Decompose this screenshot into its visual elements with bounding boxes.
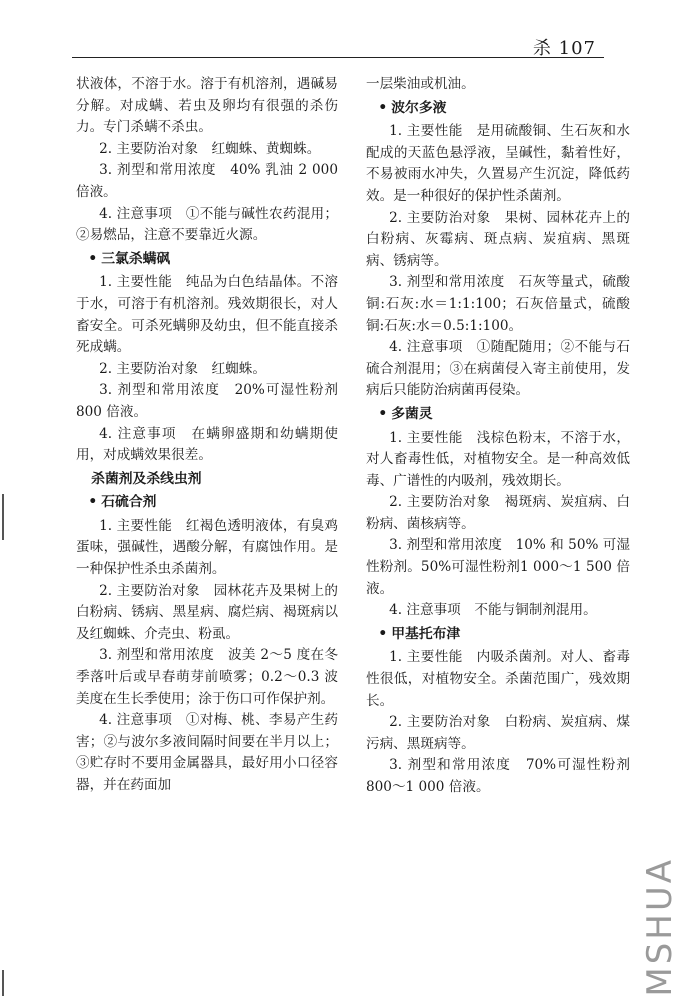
paragraph-text: 状液体，不溶于水。溶于有机溶剂，遇碱易分解。对成螨、若虫及卵均有很强的杀伤力。专门杀螨不杀虫。 bbox=[76, 76, 338, 136]
bullet-icon: • bbox=[378, 99, 388, 116]
right-column bbox=[366, 74, 630, 799]
paragraph-text: 3. 剂型和常用浓度 70%可湿性粉剂 800～1 000 倍液。 bbox=[366, 757, 630, 795]
paragraph-text: 2. 主要防治对象 红蜘蛛、黄蜘蛛。 bbox=[99, 140, 321, 157]
entry-heading bbox=[76, 249, 338, 271]
paragraph-text: 3. 剂型和常用浓度 石灰等量式，硫酸铜:石灰:水＝1:1:100；石灰倍量式，硫酸铜:石灰:水＝0.5:1:100。 bbox=[366, 274, 630, 334]
paragraph-text: 3. 剂型和常用浓度 10% 和 50% 可湿性粉剂。50%可湿性粉剂1 000～1 500 倍液。 bbox=[366, 537, 630, 597]
paragraph-text: 2. 主要防治对象 红蜘蛛。 bbox=[99, 360, 266, 377]
paragraph bbox=[76, 74, 338, 139]
entry-heading bbox=[366, 98, 630, 120]
paragraph bbox=[366, 492, 630, 535]
paragraph-text: 2. 主要防治对象 园林花卉及果树上的白粉病、锈病、黑星病、腐烂病、褐斑病以及红蜘蛛、介壳虫、粉虱。 bbox=[76, 582, 338, 642]
paragraph-text: 1. 主要性能 纯品为白色结晶体。不溶于水，可溶于有机溶剂。残效期很长，对人畜安全。可杀死螨卵及幼虫，但不能直接杀死成螨。 bbox=[76, 274, 338, 356]
paragraph-text: 波尔多液 bbox=[391, 99, 447, 116]
paragraph bbox=[76, 424, 338, 467]
paragraph-text: 2. 主要防治对象 褐斑病、炭疽病、白粉病、菌核病等。 bbox=[366, 494, 630, 532]
paragraph bbox=[366, 208, 630, 273]
paragraph bbox=[76, 359, 338, 381]
paragraph bbox=[366, 337, 630, 402]
paragraph-text: 1. 主要性能 浅棕色粉末，不溶于水，对人畜毒性低，对植物安全。是一种高效低毒、广谱性的内吸剂，残效期长。 bbox=[366, 429, 630, 489]
paragraph-text: 1. 主要性能 是用硫酸铜、生石灰和水配成的天蓝色悬浮液，呈碱性，黏着性好，不易被雨水冲失，久置易产生沉淀，降低药效。是一种很好的保护性杀菌剂。 bbox=[366, 123, 630, 204]
entry-heading bbox=[366, 404, 630, 426]
paragraph bbox=[76, 581, 338, 646]
bullet-icon: • bbox=[378, 405, 388, 422]
scan-edge-mark bbox=[2, 970, 4, 996]
left-column bbox=[76, 74, 338, 797]
page-header bbox=[72, 30, 604, 58]
paragraph-text: 2. 主要防治对象 白粉病、炭疽病、煤污病、黑斑病等。 bbox=[366, 714, 630, 752]
paragraph-text: 杀菌剂及杀线虫剂 bbox=[91, 470, 202, 487]
bullet-icon: • bbox=[88, 250, 98, 267]
paragraph-text: 4. 注意事项 ①随配随用；②不能与石硫合剂混用；③在病菌侵入寄主前使用，发病后只能防治病菌再侵染。 bbox=[366, 339, 630, 399]
paragraph-text: 1. 主要性能 红褐色透明液体，有臭鸡蛋味，强碱性，遇酸分解，有腐蚀作用。是一种保护性杀虫杀菌剂。 bbox=[76, 517, 338, 578]
entry-heading bbox=[366, 624, 630, 646]
paragraph bbox=[76, 516, 338, 581]
scan-edge-mark bbox=[2, 494, 4, 540]
watermark: MSHUA bbox=[640, 857, 680, 997]
section-heading bbox=[76, 469, 338, 491]
paragraph bbox=[76, 204, 338, 247]
paragraph bbox=[76, 645, 338, 710]
entry-heading bbox=[76, 492, 338, 514]
bullet-icon: • bbox=[88, 494, 98, 511]
paragraph-text: 4. 注意事项 不能与铜制剂混用。 bbox=[389, 602, 597, 619]
paragraph-text: 三氯杀螨砜 bbox=[101, 250, 171, 267]
paragraph-text: 甲基托布津 bbox=[391, 625, 461, 642]
paragraph-text: 一层柴油或机油。 bbox=[366, 76, 475, 92]
paragraph bbox=[366, 535, 630, 600]
paragraph-text: 3. 剂型和常用浓度 40% 乳油 2 000倍液。 bbox=[76, 162, 338, 200]
paragraph bbox=[76, 380, 338, 423]
paragraph-text: 3. 剂型和常用浓度 波美 2～5 度在冬季落叶后或早春萌芽前喷雾；0.2～0.3 波美度在生长季使用；涂于伤口可作保护剂。 bbox=[76, 647, 338, 707]
paragraph-text: 4. 注意事项 ①对梅、桃、李易产生药害；②与波尔多液间隔时间要在半月以上；③贮存时不要用金属器具，最好用小口径容器，并在药面加 bbox=[76, 712, 338, 793]
paragraph bbox=[366, 272, 630, 337]
paragraph bbox=[366, 600, 630, 622]
paragraph-text: 2. 主要防治对象 果树、园林花卉上的白粉病、灰霉病、斑点病、炭疽病、黑斑病、锈病等。 bbox=[366, 209, 630, 269]
running-head-page-number: 杀 107 bbox=[532, 38, 596, 59]
paragraph-text: 4. 注意事项 在螨卵盛期和幼螨期使用，对成螨效果很差。 bbox=[76, 425, 338, 464]
paragraph-text: 1. 主要性能 内吸杀菌剂。对人、畜毒性很低，对植物安全。杀菌范围广，残效期长。 bbox=[366, 649, 630, 709]
paragraph-text: 多菌灵 bbox=[391, 405, 433, 422]
paragraph bbox=[366, 712, 630, 755]
header-rule bbox=[72, 57, 604, 58]
paragraph bbox=[76, 710, 338, 796]
paragraph bbox=[366, 755, 630, 798]
paragraph bbox=[366, 74, 630, 96]
paragraph bbox=[76, 160, 338, 203]
paragraph bbox=[366, 647, 630, 712]
paragraph-text: 3. 剂型和常用浓度 20%可湿性粉剂 800 倍液。 bbox=[76, 382, 338, 420]
paragraph-text: 4. 注意事项 ①不能与碱性农药混用；②易燃品，注意不要靠近火源。 bbox=[76, 205, 338, 244]
paragraph bbox=[76, 272, 338, 358]
paragraph bbox=[366, 121, 630, 207]
paragraph-text: 石硫合剂 bbox=[101, 494, 157, 511]
bullet-icon: • bbox=[378, 625, 388, 642]
paragraph bbox=[366, 428, 630, 493]
paragraph bbox=[76, 139, 338, 161]
